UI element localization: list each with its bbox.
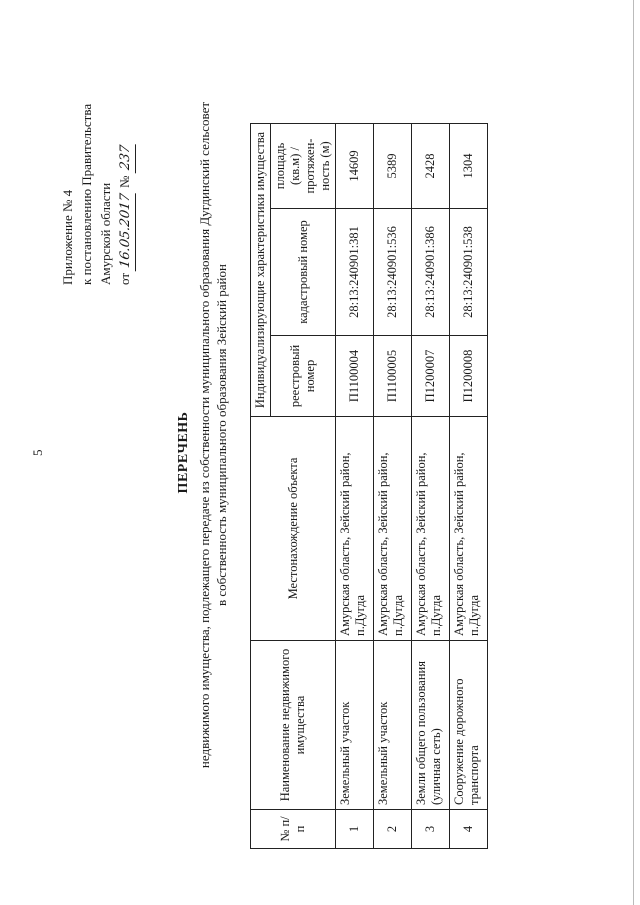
cell-cadastral: 28:13:240901:538 <box>450 209 488 336</box>
document-title: ПЕРЕЧЕНЬ <box>176 411 191 494</box>
handwritten-date: 16.05.2017 <box>116 190 136 271</box>
cell-location: Амурская область, Зейский район, п.Дугда <box>450 417 488 641</box>
cell-location: Амурская область, Зейский район, п.Дугда <box>374 417 412 641</box>
cell-registry: П1200007 <box>412 336 450 417</box>
header-num: № п/п <box>251 810 336 849</box>
scan-edge-line <box>633 0 634 905</box>
header-registry: реестровый номер <box>271 336 336 417</box>
cell-num: 4 <box>450 810 488 849</box>
header-location: Местонахождение объекта <box>251 417 336 641</box>
cell-area: 14609 <box>336 124 374 209</box>
cell-cadastral: 28:13:240901:536 <box>374 209 412 336</box>
table-row <box>336 124 374 849</box>
cell-location: Амурская область, Зейский район, п.Дугда <box>336 417 374 641</box>
cell-name: Земельный участок <box>374 641 412 810</box>
header-name: Наименование недвижимого имущества <box>251 641 336 810</box>
cell-name: Земли общего пользования (уличная сеть) <box>412 641 450 810</box>
cell-area: 1304 <box>450 124 488 209</box>
cell-area: 2428 <box>412 124 450 209</box>
cell-registry: П1100004 <box>336 336 374 417</box>
appendix-block <box>58 104 136 285</box>
number-prefix: № <box>117 175 132 189</box>
cell-location: Амурская область, Зейский район, п.Дугда <box>412 417 450 641</box>
appendix-line-3: Амурской области <box>98 182 113 285</box>
header-area: площадь (кв.м) / протяжен-ность (м) <box>271 124 336 209</box>
handwritten-number: 237 <box>116 142 136 174</box>
cell-registry: П1200008 <box>450 336 488 417</box>
header-cadastral: кадастровый номер <box>271 209 336 336</box>
date-prefix: от <box>117 272 132 285</box>
cell-cadastral: 28:13:240901:381 <box>336 209 374 336</box>
cell-num: 2 <box>374 810 412 849</box>
appendix-line-2: к постановлению Правительства <box>79 103 94 285</box>
header-group: Индивидуализирующие характеристики имущества <box>251 124 271 417</box>
cell-num: 1 <box>336 810 374 849</box>
property-table <box>250 123 488 849</box>
cell-name: Сооружение дорожного транспорта <box>450 641 488 810</box>
table-row <box>412 124 450 849</box>
page-number: 5 <box>30 449 45 456</box>
appendix-date-line <box>115 104 136 285</box>
cell-cadastral: 28:13:240901:386 <box>412 209 450 336</box>
cell-name: Земельный участок <box>336 641 374 810</box>
cell-registry: П1100005 <box>374 336 412 417</box>
table-row <box>374 124 412 849</box>
subtitle-line-1: недвижимого имущества, подлежащего передаче из собственности муниципального образования Дугдинский сельсовет <box>197 101 212 769</box>
cell-area: 5389 <box>374 124 412 209</box>
document-subtitle <box>196 35 230 835</box>
subtitle-line-2: в собственность муниципального образования Зейский район <box>214 264 229 606</box>
table-row <box>450 124 488 849</box>
appendix-line-1: Приложение № 4 <box>60 189 75 285</box>
cell-num: 3 <box>412 810 450 849</box>
